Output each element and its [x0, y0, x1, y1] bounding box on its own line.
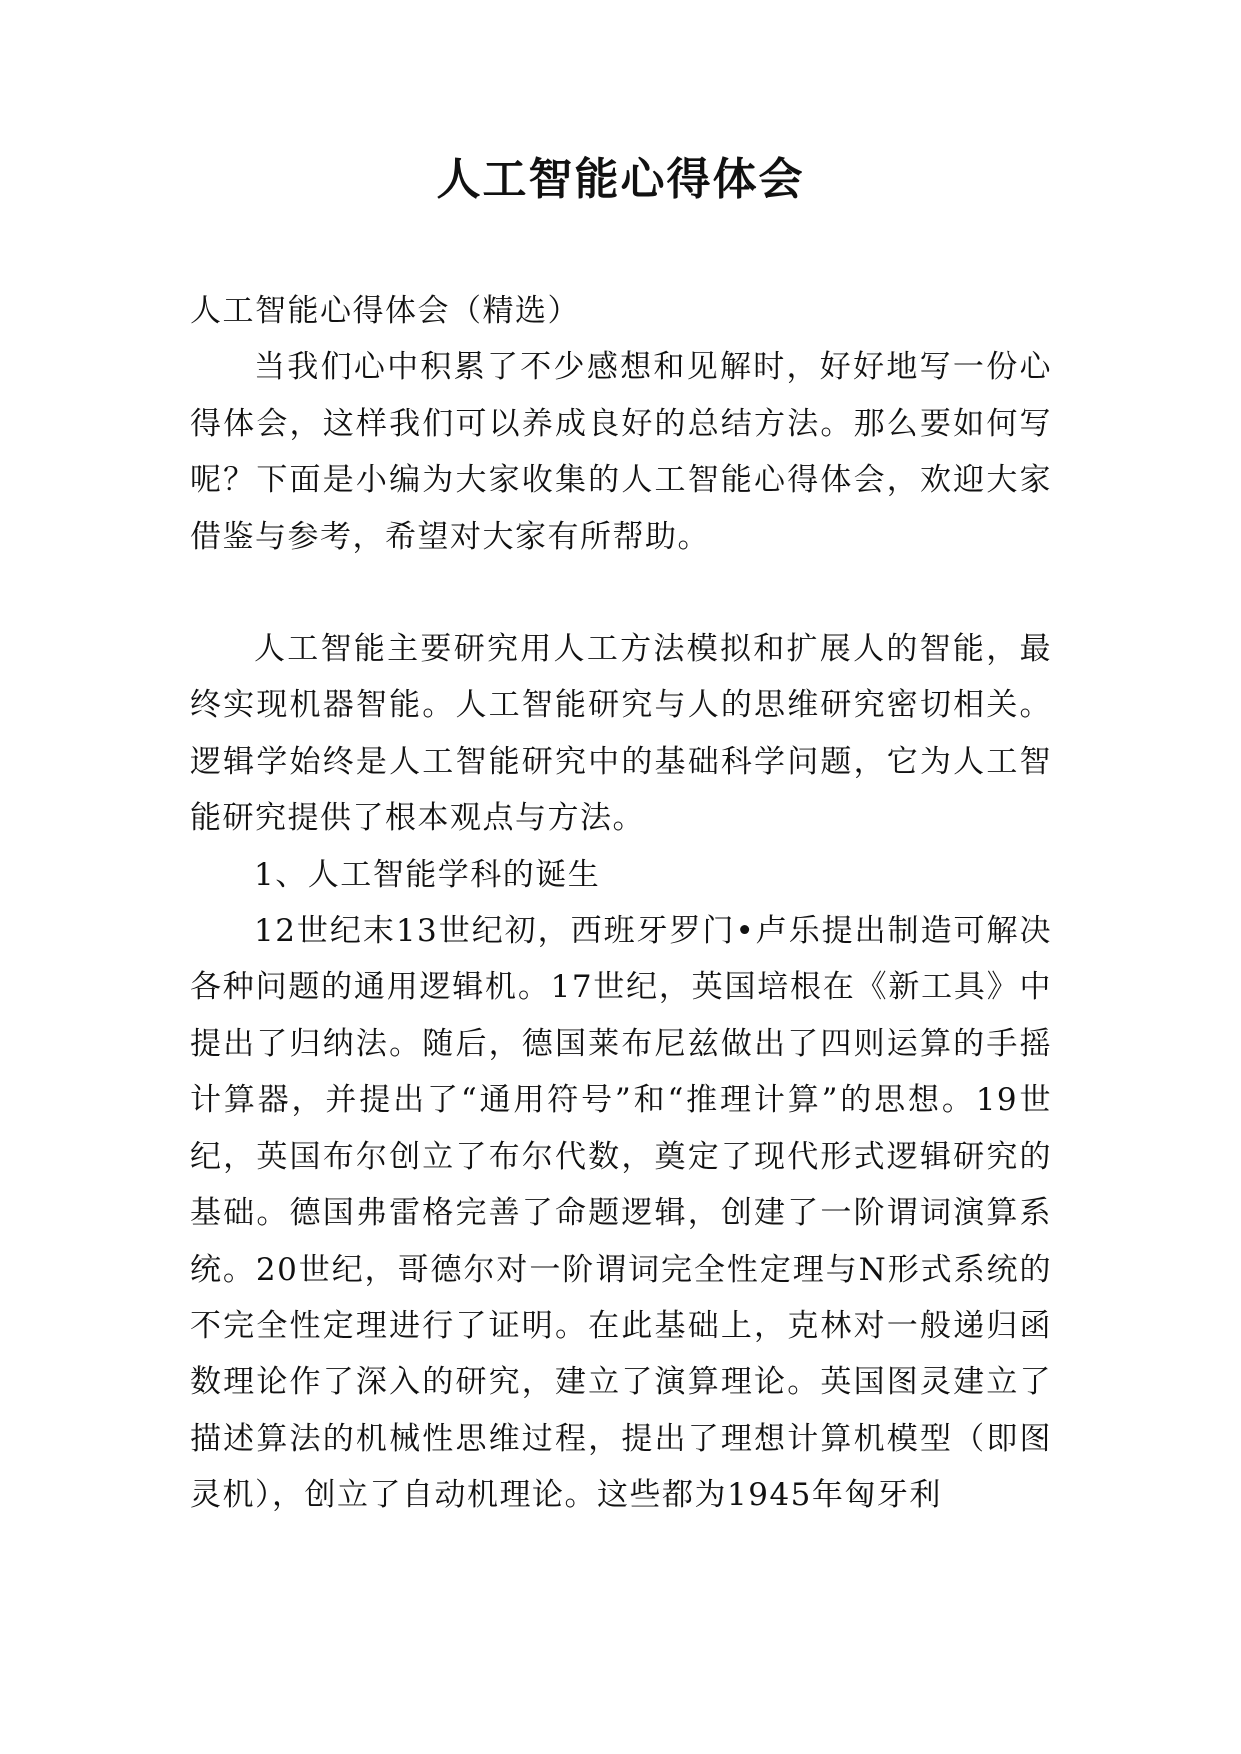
intro-paragraph: 当我们心中积累了不少感想和见解时，好好地写一份心得体会，这样我们可以养成良好的总结方法。那么要如何写呢？下面是小编为大家收集的人工智能心得体会，欢迎大家借鉴与参考，希望对大家有所帮助。	[190, 349, 1052, 555]
body-paragraph-1: 人工智能主要研究用人工方法模拟和扩展人的智能，最终实现机器智能。人工智能研究与人的思维研究密切相关。逻辑学始终是人工智能研究中的基础科学问题，它为人工智能研究提供了根本观点与方法。	[190, 631, 1052, 837]
document-body	[190, 283, 1052, 1524]
document-subtitle: 人工智能心得体会（精选）	[190, 293, 580, 329]
body-paragraph-2: 12世纪末13世纪初，西班牙罗门•卢乐提出制造可解决各种问题的通用逻辑机。17世纪，英国培根在《新工具》中提出了归纳法。随后，德国莱布尼兹做出了四则运算的手摇计算器，并提出了“通用符号”和“推理计算”的思想。19世纪，英国布尔创立了布尔代数，奠定了现代形式逻辑研究的基础。德国弗雷格完善了命题逻辑，创建了一阶谓词演算系统。20世纪，哥德尔对一阶谓词完全性定理与N形式系统的不完全性定理进行了证明。在此基础上，克林对一般递归函数理论作了深入的研究，建立了演算理论。英国图灵建立了描述算法的机械性思维过程，提出了理想计算机模型（即图灵机），创立了自动机理论。这些都为1945年匈牙利	[190, 913, 1052, 1514]
section-heading-1: 1、人工智能学科的诞生	[254, 856, 601, 893]
page-title: 人工智能心得体会	[436, 154, 805, 205]
